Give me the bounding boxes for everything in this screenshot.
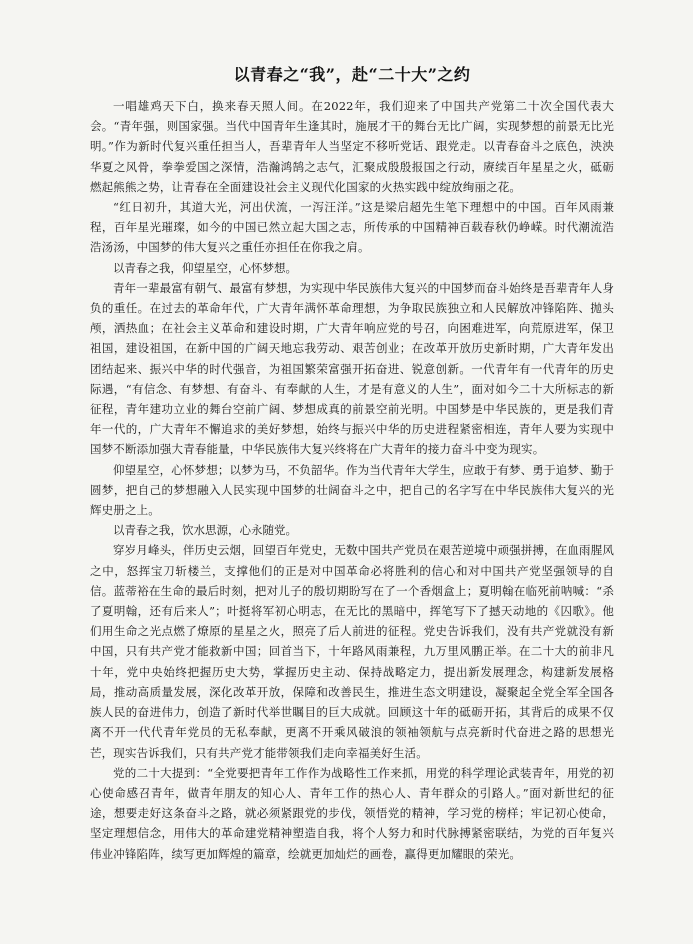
document-title: 以青春之“我”，赴“二十大”之约 — [233, 65, 471, 84]
section-heading-party: 以青春之我，饮水思源，心永随党。 — [113, 523, 297, 538]
document-body — [90, 64, 614, 864]
paragraph-quote: “红日初升，其道大光，河出伏流，一泻汪洋。”这是梁启超先生笔下理想中的中国。百年风雨兼程，百年星光璀璨，如今的中国已然立起大国之志，所传承的中国精神百载春秋仍峥嵘。时代潮流浩浩汤汤，中国梦的伟大复兴之重任亦担任在你我之肩。 — [90, 200, 614, 255]
paragraph-student-dream: 仰望星空，心怀梦想；以梦为马，不负韶华。作为当代青年大学生，应敢于有梦、勇于追梦、勤于圆梦，把自己的梦想融入人民实现中国梦的壮阔奋斗之中，把自己的名字写在中华民族伟大复兴的光辉史册之上。 — [90, 462, 614, 518]
paragraph-intro: 一唱雄鸡天下白，换来春天照人间。在2022年，我们迎来了中国共产党第二十次全国代表大会。“青年强，则国家强。当代中国青年生逢其时，施展才干的舞台无比广阔，实现梦想的前景无比光明。”作为新时代复兴重任担当人，吾辈青年人当坚定不移听党话、跟党走。以青春奋斗之底色，泱泱华夏之风骨，拳拳爱国之深情，浩瀚鸿鹄之志气，汇聚成殷殷报国之行动，赓续百年星星之火，砥砺燃起熊熊之势，让青春在全面建设社会主义现代化国家的火热实践中绽放绚丽之花。 — [90, 99, 614, 194]
section-heading-dream: 以青春之我，仰望星空，心怀梦想。 — [113, 260, 297, 275]
paragraph-youth-dream: 青年一辈最富有朝气、最富有梦想，为实现中华民族伟大复兴的中国梦而奋斗始终是吾辈青年人身负的重任。在过去的革命年代，广大青年满怀革命理想，为争取民族独立和人民解放冲锋陷阵、抛头颅，洒热血；在社会主义革命和建设时期，广大青年响应党的号召，向困难进军，向荒原进军，保卫祖国，建设祖国，在新中国的广阔天地忘我劳动、艰苦创业；在改革开放历史新时期，广大青年发出团结起来、振兴中华的时代强音，为祖国繁荣富强开拓奋进、锐意创新。一代青年有一代青年的历史际遇，“有信念、有梦想、有奋斗、有奉献的人生，才是有意义的人生”，面对如今二十大所标志的新征程，青年建功立业的舞台空前广阔、梦想成真的前景空前光明。中国梦是中华民族的，更是我们青年一代的，广大青年不懈追求的美好梦想，始终与振兴中华的历史进程紧密相连，青年人要为实现中国梦不断添加强大青春能量，中华民族伟大复兴终将在广大青年的接力奋斗中变为现实。 — [90, 280, 614, 457]
paragraph-twentieth-congress: 党的二十大提到：“全党要把青年工作作为战略性工作来抓，用党的科学理论武装青年，用党的初心使命感召青年，做青年朋友的知心人、青年工作的热心人、青年群众的引路人。”面对新世纪的征途，想要走好这条奋斗之路，就必须紧跟党的步伐，领悟党的精神，学习党的榜样；牢记初心使命，坚定理想信念，用伟大的革命建党精神塑造自我，将个人努力和时代脉搏紧密联结，为党的百年复兴伟业冲锋陷阵，续写更加辉煌的篇章，绘就更加灿烂的画卷，赢得更加耀眼的荣光。 — [90, 765, 614, 861]
paragraph-party-history: 穿岁月峰头，伴历史云烟，回望百年党史，无数中国共产党员在艰苦逆境中顽强拼搏，在血雨腥风之中，怒挥宝刀斩楼兰，支撑他们的正是对中国革命必将胜利的信心和对中国共产党坚强领导的自信。蓝蒂裕在生命的最后时刻，把对儿子的殷切期盼写在了一个香烟盒上；夏明翰在临死前呐喊：“杀了夏明翰，还有后来人”；叶挺将军初心明志，在无比的黑暗中，挥笔写下了撼天动地的《囚歌》。他们用生命之光点燃了燎原的星星之火，照亮了后人前进的征程。党史告诉我们，没有共产党就没有新中国，只有共产党才能救新中国；回首当下，十年路风雨兼程，九万里风鹏正举。在二十大的前非凡十年，党中央始终把握历史大势，掌握历史主动、保持战略定力，提出新发展理念，构建新发展格局，推动高质量发展，深化改革开放，保障和改善民生，推进生态文明建设，凝聚起全党全军全国各族人民的奋进伟力，创造了新时代举世瞩目的巨大成就。回顾这十年的砥砺开拓，其背后的成果不仅离不开一代代青年党员的无私奉献，更离不开乘风破浪的领袖领航与点亮新时代奋进之路的思想光芒，现实告诉我们，只有共产党才能带领我们走向幸福美好生活。 — [90, 543, 614, 760]
